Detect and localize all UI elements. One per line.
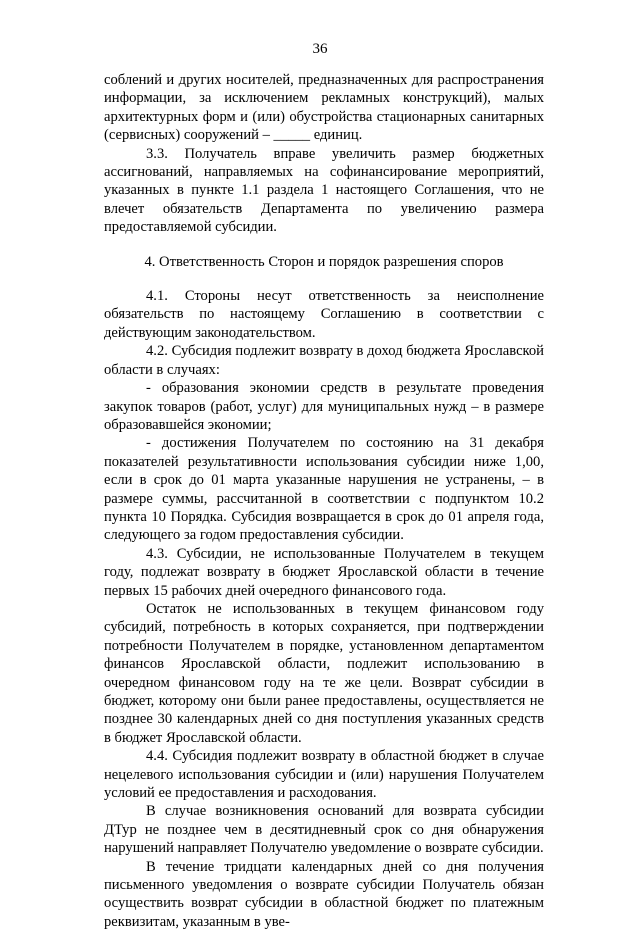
- paragraph-4-1: 4.1. Стороны несут ответственность за неисполнение обязательств по настоящему Соглашению в соответствии с действующим законодательством.: [104, 288, 544, 341]
- paragraph-4-2-item-2: - достижения Получателем по состоянию на 31 декабря показателей результативности использования субсидии ниже 1,00, если в срок до 01 марта указанные нарушения не устранены, – в размере суммы, рассчитанной в соответствии с подпунктом 10.2 пункта 10 Порядка. Субсидия возвращается в срок до 01 апреля года, следующего за годом предоставления субсидии.: [104, 435, 544, 544]
- paragraph-return-term: В течение тридцати календарных дней со дня получения письменного уведомления о возврате субсидии Получатель обязан осуществить возврат субсидии в областной бюджет по платежным реквизитам, указанным в уве-: [104, 858, 544, 930]
- paragraph-4-2-item-1: - образования экономии средств в результате проведения закупок товаров (работ, услуг) для муниципальных нужд – в размере образовавшейся экономии;: [104, 380, 544, 433]
- section-heading: 4. Ответственность Сторон и порядок разрешения споров: [144, 253, 504, 270]
- paragraph-4-2: 4.2. Субсидия подлежит возврату в доход бюджета Ярославской области в случаях:: [104, 343, 544, 378]
- paragraph-4-3: 4.3. Субсидии, не использованные Получателем в текущем году, подлежат возврату в бюджет Ярославской области в течение первых 15 рабочих дней очередного финансового года.: [104, 545, 544, 599]
- paragraph-remainder: Остаток не использованных в текущем финансовом году субсидий, потребность в которых сохраняется, при подтверждении потребности Получателем в порядке, установленном департаментом финансов Ярославской области, подлежит использованию в очередном финансовом году на те же цели. Возврат субсидии в бюджет, которому они были ранее предоставлены, осуществляется не позднее 30 календарных дней со дня поступления указанных средств в бюджет Ярославской области.: [104, 600, 544, 746]
- page-number: 36: [312, 41, 328, 57]
- paragraph-3-3: 3.3. Получатель вправе увеличить размер бюджетных ассигнований, направляемых на софинансирование мероприятий, указанных в пункте 1.1 раздела 1 настоящего Соглашения, что не влечет обязательств Департамента по увеличению размера предоставляемой субсидии.: [104, 145, 544, 236]
- paragraph-4-4: 4.4. Субсидия подлежит возврату в областной бюджет в случае нецелевого использования субсидии и (или) нарушения Получателем условий ее предоставления и расходования.: [104, 748, 544, 802]
- document-body: [104, 71, 544, 931]
- paragraph-notice: В случае возникновения оснований для возврата субсидии ДТур не позднее чем в десятидневный срок со дня обнаружения нарушений направляет Получателю уведомление о возврате субсидии.: [104, 803, 544, 857]
- paragraph-continuation: соблений и других носителей, предназначенных для распространения информации, за исключением рекламных конструкций), малых архитектурных форм и (или) обустройства стационарных санитарных (сервисных) сооружений – _____ единиц.: [104, 72, 544, 144]
